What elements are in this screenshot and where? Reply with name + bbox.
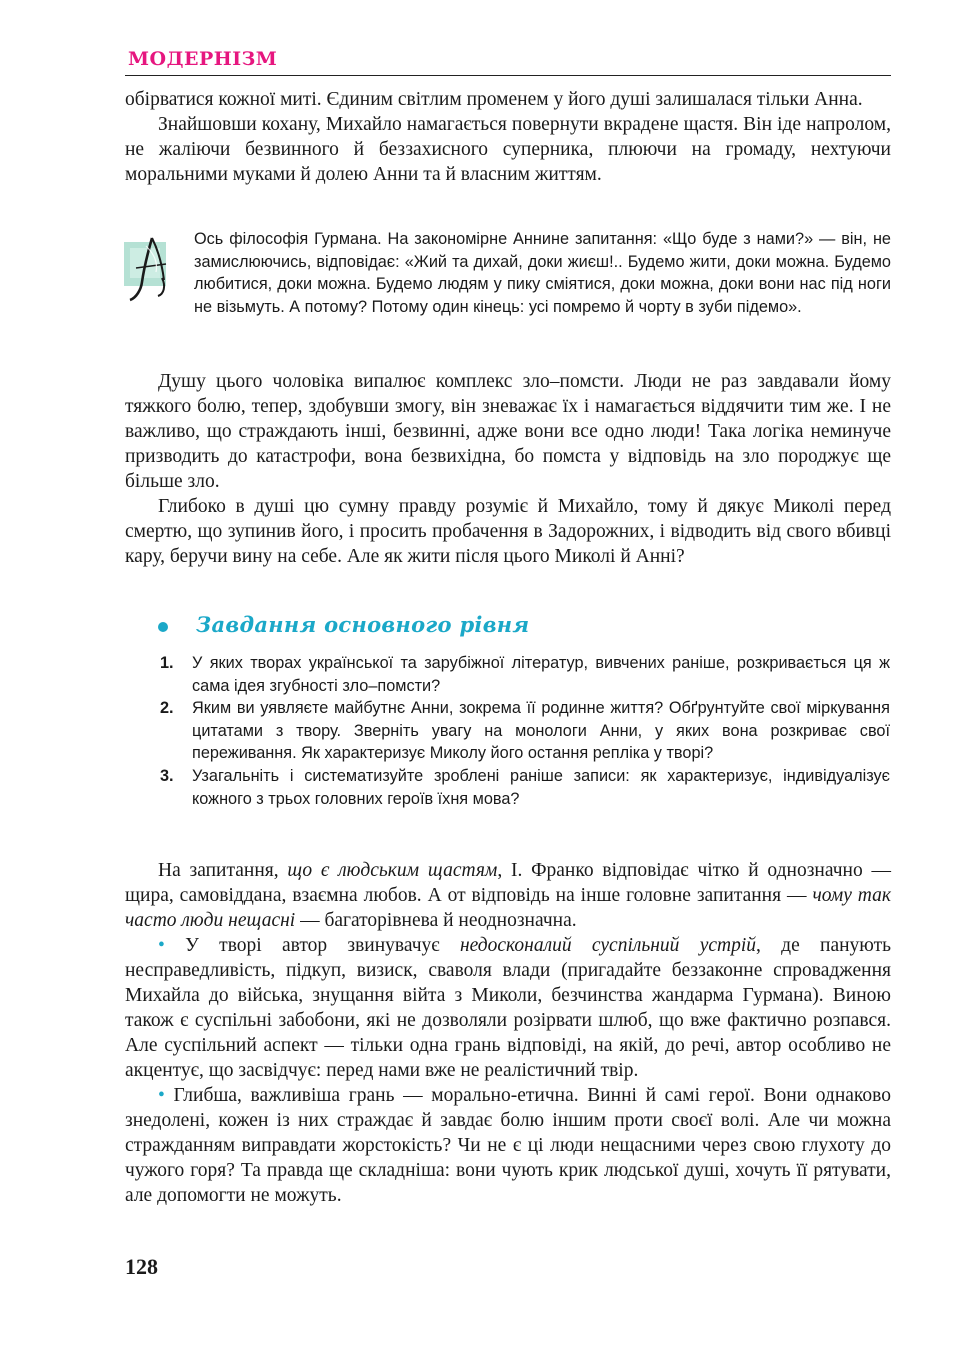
task-item [160, 697, 890, 765]
emphasis: чому так часто люди нещасні [125, 885, 891, 931]
task-text: Яким ви уявляєте майбутнє Анни, зокрема її родинне життя? Обґрунтуйте свої міркування цитатами з твору. Зверніть увагу на монологи Анни, у яких вона розкриває свої переживання. Як характеризує Миколу його остання репліка у творі? [192, 699, 890, 763]
section-title: МОДЕРНІЗМ [128, 48, 278, 70]
quote-block [118, 228, 891, 348]
intro-paragraph-1: обірватися кожної миті. Єдиним світлим променем у його душі залишалася тільки Анна. [125, 89, 863, 110]
task-text: У яких творах української та зарубіжної літератур, вивчених раніше, розкривається ця ж сама ідея згубності зло–помсти? [192, 654, 890, 695]
task-item [160, 765, 890, 810]
quote-text: Ось філософія Гурмана. На закономірне Аннине запитання: «Що буде з нами?» — він, не замислюючись, відповідає: «Жий та дихай, доки жиєш!.. Будемо жити, доки можна. Будемо любитися, доки можна. Будемо людям у пику сміятися, доки можна, доки вони нас під ноги не візьмуть. А потому? Потому один кінець: усі помремо й чорту в зуби підемо». [194, 230, 891, 316]
emphasis: недосконалий суспільний устрій [459, 935, 757, 956]
intro-text [125, 87, 891, 187]
middle-text [125, 369, 891, 569]
middle-paragraph-2: Глибоко в душі цю сумну правду розуміє й Михайло, тому й дякує Миколі перед смертю, що зупинив його, і просить пробачення в Задорожних, і відводить від свого вбивці кару, беручи вину на себе. Але як жити після цього Миколі й Анні? [125, 496, 891, 567]
bullet-icon: • [158, 935, 165, 956]
task-number: 1. [160, 654, 174, 672]
task-item [160, 652, 890, 697]
intro-paragraph-2: Знайшовши кохану, Михайло намагається повернути вкрадене щастя. Він іде напролом, не жаліючи безвинного й беззахисного суперника, плюючи на громаду, нехтуючи моральними муками й долею Анни та й власним життям. [125, 114, 891, 185]
literature-quill-icon [122, 234, 180, 306]
closing-paragraph-2: • У творі автор звинувачує недосконалий суспільний устрій, де панують несправедливість, підкуп, визиск, сваволя влади (пригадайте беззаконне спровадження Михайла до війська, знущання війта з Миколи, безчинства жандарма Гурмана). Виною також є суспільні забобони, які не дозволяли розірвати шлюб, що вже фактично розпався. Але суспільний аспект — тільки одна грань відповіді, на якій, до речі, автор особливо не акцентує, що засвідчує: перед нами вже не реалістичний твір. [125, 935, 892, 1081]
bullet-icon [158, 622, 168, 632]
task-text: Узагальніть і систематизуйте зроблені раніше записи: як характеризує, індивідуалізує кожного з трьох головних героїв їхня мова? [192, 766, 890, 808]
task-number: 2. [160, 699, 174, 718]
tasks-heading-text: Завдання основного рівня [196, 612, 530, 637]
closing-text [125, 858, 891, 1208]
closing-paragraph-1: На запитання, що є людським щастям, І. Франко відповідає чітко й однозначно — щира, самовіддана, взаємна любов. А от відповідь на інше головне запитання — чому так часто люди нещасні — багаторівнева й неоднозначна. [125, 860, 891, 931]
task-number: 3. [160, 766, 174, 785]
emphasis: що є людським щастям [287, 860, 498, 881]
middle-paragraph-1: Душу цього чоловіка випалює комплекс зло–помсти. Люди не раз завдавали йому тяжкого болю, тепер, здобувши змогу, він зневажає їх і намагається віддячити тим же. І не важливо, що страждають інші, безвинні, адже вони все одно люди! Така логіка неминуче призводить до катастрофи, вона безвихідна, бо помста у відповідь на зло породжує ще більше зло. [125, 371, 891, 492]
header-divider [125, 75, 891, 76]
closing-paragraph-3: • Глибша, важливіша грань — морально-етична. Винні й самі герої. Вони однаково знедолені, кожен із них страждає й завдає болю іншим проти своєї волі. Але чи можна стражданням виправдати жорстокість? Чи не є ці люди нещасними через свою глухоту до чужого горя? Та правда ще складніша: вони чують крик людської душі, хочуть її рятувати, але допомогти не можуть. [125, 1085, 891, 1206]
bullet-icon: • [158, 1085, 165, 1106]
page-number: 128 [125, 1254, 158, 1279]
task-list [160, 652, 890, 810]
